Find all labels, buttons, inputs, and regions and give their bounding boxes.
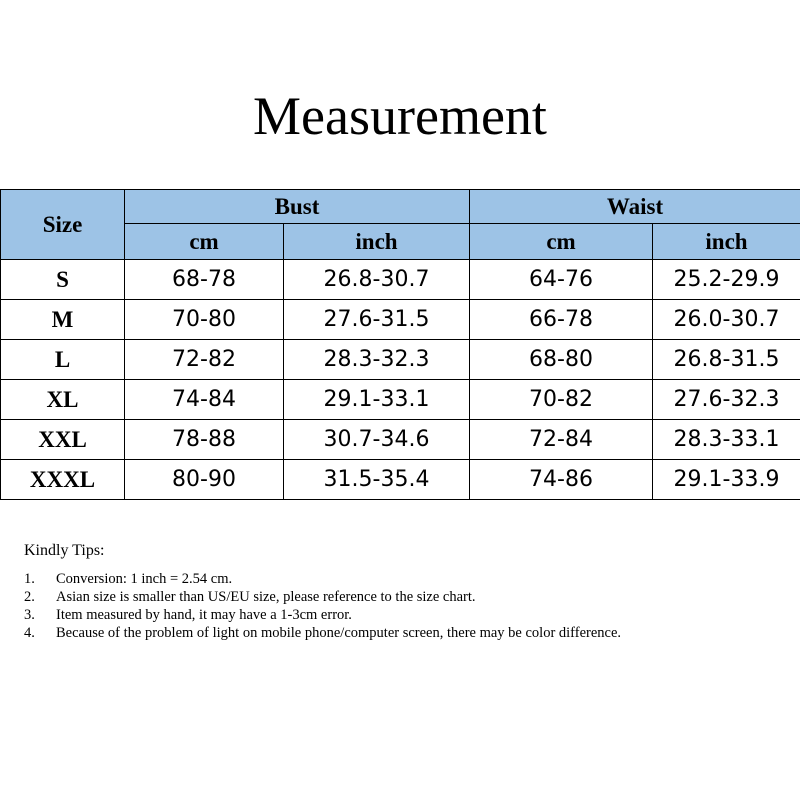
bust-cm-cell: 70-80 <box>125 300 284 340</box>
size-chart-table <box>0 189 800 500</box>
waist-inch-cell: 26.0-30.7 <box>653 300 800 340</box>
waist-inch-cell: 26.8-31.5 <box>653 340 800 380</box>
bust-inch-cell: 29.1-33.1 <box>284 380 470 420</box>
waist-inch-header: inch <box>653 224 800 260</box>
table-row <box>1 260 800 300</box>
tips-heading: Kindly Tips: <box>24 542 105 559</box>
tip-text: Asian size is smaller than US/EU size, please reference to the size chart. <box>56 589 476 605</box>
waist-cm-cell: 70-82 <box>470 380 653 420</box>
list-item <box>24 624 794 642</box>
list-item <box>24 606 794 624</box>
page-title: Measurement <box>253 86 547 146</box>
bust-group-header: Bust <box>125 190 470 224</box>
table-row <box>1 420 800 460</box>
size-cell: XL <box>1 380 125 420</box>
bust-cm-cell: 68-78 <box>125 260 284 300</box>
table-row <box>1 300 800 340</box>
bust-cm-header: cm <box>125 224 284 260</box>
waist-inch-cell: 25.2-29.9 <box>653 260 800 300</box>
waist-cm-cell: 66-78 <box>470 300 653 340</box>
tip-number: 3. <box>24 607 35 623</box>
waist-cm-cell: 74-86 <box>470 460 653 500</box>
tips-list <box>24 570 794 642</box>
bust-inch-cell: 31.5-35.4 <box>284 460 470 500</box>
table-row <box>1 460 800 500</box>
bust-inch-cell: 26.8-30.7 <box>284 260 470 300</box>
waist-group-header: Waist <box>470 190 800 224</box>
size-cell: XXXL <box>1 460 125 500</box>
bust-inch-header: inch <box>284 224 470 260</box>
waist-inch-cell: 27.6-32.3 <box>653 380 800 420</box>
size-column-header: Size <box>1 190 125 260</box>
size-cell: M <box>1 300 125 340</box>
size-cell: XXL <box>1 420 125 460</box>
list-item <box>24 570 794 588</box>
bust-inch-cell: 28.3-32.3 <box>284 340 470 380</box>
tip-number: 4. <box>24 625 35 641</box>
bust-cm-cell: 72-82 <box>125 340 284 380</box>
size-cell: L <box>1 340 125 380</box>
bust-cm-cell: 80-90 <box>125 460 284 500</box>
size-cell: S <box>1 260 125 300</box>
waist-cm-cell: 68-80 <box>470 340 653 380</box>
bust-cm-cell: 74-84 <box>125 380 284 420</box>
bust-inch-cell: 30.7-34.6 <box>284 420 470 460</box>
tip-text: Item measured by hand, it may have a 1-3cm error. <box>56 607 352 623</box>
waist-inch-cell: 28.3-33.1 <box>653 420 800 460</box>
table-row <box>1 380 800 420</box>
table-row <box>1 340 800 380</box>
tip-text: Because of the problem of light on mobile phone/computer screen, there may be color difference. <box>56 625 622 641</box>
kindly-tips <box>24 542 794 642</box>
waist-cm-cell: 72-84 <box>470 420 653 460</box>
tip-number: 1. <box>24 571 35 587</box>
waist-inch-cell: 29.1-33.9 <box>653 460 800 500</box>
bust-inch-cell: 27.6-31.5 <box>284 300 470 340</box>
waist-cm-header: cm <box>470 224 653 260</box>
waist-cm-cell: 64-76 <box>470 260 653 300</box>
tip-text: Conversion: 1 inch = 2.54 cm. <box>56 571 233 587</box>
list-item <box>24 588 794 606</box>
bust-cm-cell: 78-88 <box>125 420 284 460</box>
tip-number: 2. <box>24 589 35 605</box>
